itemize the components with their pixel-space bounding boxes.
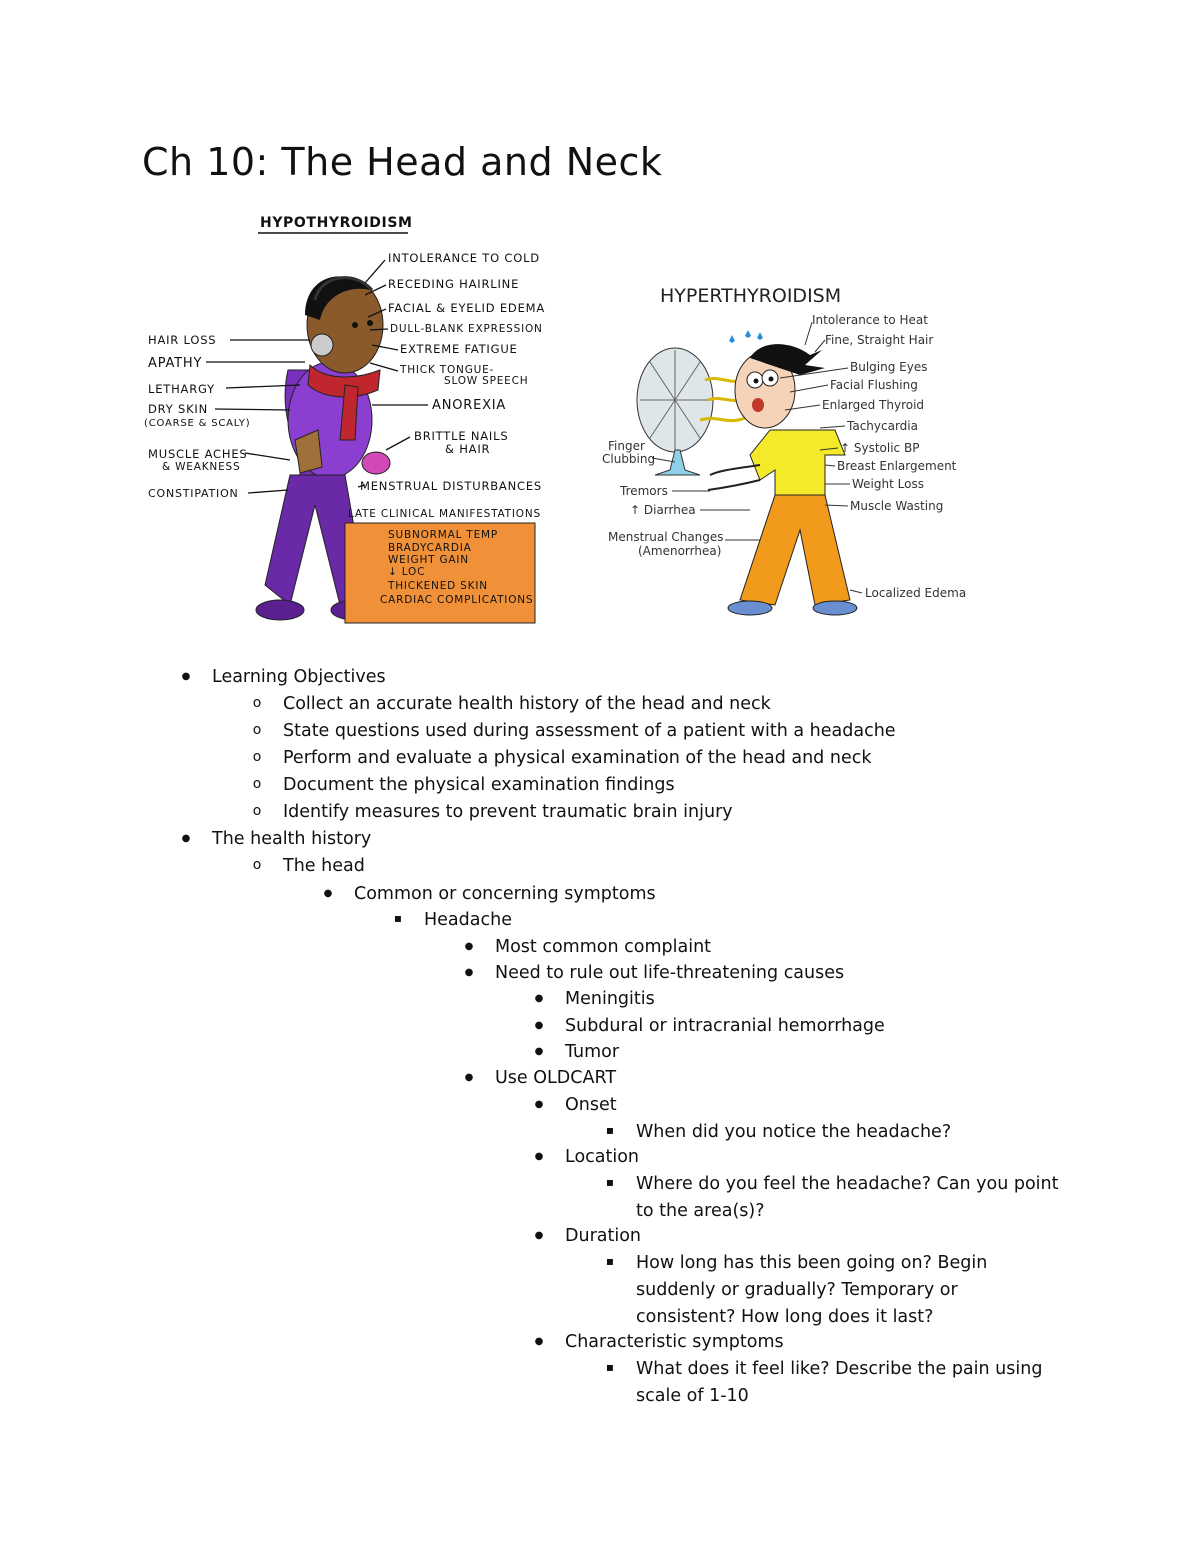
bullet-icon — [247, 745, 267, 772]
hypo-box-item: CARDIAC COMPLICATIONS — [380, 594, 534, 606]
list-item: ▪ What does it feel like? Describe the pain using — [636, 1356, 1042, 1382]
list-item: ● Location — [565, 1144, 639, 1170]
list-item: ● Onset — [565, 1092, 617, 1118]
hypo-left-label: DRY SKIN — [148, 402, 209, 416]
hypo-left-label: & WEAKNESS — [162, 461, 241, 473]
hyper-left-label: ↑ Diarrhea — [630, 503, 696, 517]
bullet-icon — [529, 1092, 549, 1121]
bullet-icon — [529, 1223, 549, 1252]
hypo-right-label: INTOLERANCE TO COLD — [388, 251, 540, 265]
hypo-right-label: DULL-BLANK EXPRESSION — [390, 323, 543, 335]
hyper-right-label: Bulging Eyes — [850, 360, 928, 374]
hyper-left-label: Finger — [608, 439, 645, 453]
hypo-box-item: WEIGHT GAIN — [388, 554, 469, 566]
list-item: ● Tumor — [565, 1039, 619, 1065]
bullet-icon — [318, 881, 338, 910]
list-item: o Document the physical examination findings — [283, 772, 675, 798]
list-item-continuation: to the area(s)? — [636, 1201, 765, 1221]
bullet-icon — [600, 1356, 620, 1383]
list-item: ▪ Where do you feel the headache? Can you point — [636, 1171, 1059, 1197]
hyper-right-label: ↑ Systolic BP — [840, 441, 920, 455]
bullet-icon — [176, 826, 196, 855]
list-item: ▪ How long has this been going on? Begin — [636, 1250, 987, 1276]
hypo-box-item: BRADYCARDIA — [388, 542, 472, 554]
hypo-left-label: LETHARGY — [148, 382, 215, 396]
hypo-right-label: BRITTLE NAILS — [414, 429, 509, 443]
bullet-icon — [529, 1329, 549, 1358]
hyper-right-label: Fine, Straight Hair — [825, 333, 934, 347]
hypo-box-item: ↓ LOC — [388, 566, 426, 578]
hyper-left-label: Menstrual Changes — [608, 530, 724, 544]
list-item-continuation: consistent? How long does it last? — [636, 1307, 934, 1327]
hypo-heading: HYPOTHYROIDISM — [260, 215, 413, 231]
hyper-right-label: Localized Edema — [865, 586, 967, 600]
hyperthyroidism-illustration — [600, 280, 1030, 630]
hyper-right-label: Tachycardia — [847, 419, 918, 433]
list-item: ▪ When did you notice the headache? — [636, 1119, 951, 1145]
hyper-right-label: Enlarged Thyroid — [822, 398, 925, 412]
hyper-right-label: Weight Loss — [852, 477, 924, 491]
list-item: ● Common or concerning symptoms — [354, 881, 656, 907]
list-item: o State questions used during assessment of a patient with a headache — [283, 718, 896, 744]
list-item: ● Most common complaint — [495, 934, 711, 960]
hypo-right-label: RECEDING HAIRLINE — [388, 277, 520, 291]
bullet-icon — [529, 1144, 549, 1173]
hypo-left-label: CONSTIPATION — [148, 487, 239, 500]
list-item: ● Use OLDCART — [495, 1065, 616, 1091]
hypo-right-label: SLOW SPEECH — [444, 375, 529, 387]
list-item: ● Subdural or intracranial hemorrhage — [565, 1013, 885, 1039]
list-item: ● Need to rule out life-threatening causes — [495, 960, 844, 986]
bullet-icon — [600, 1119, 620, 1146]
list-item: ● Duration — [565, 1223, 641, 1249]
list-item: o Collect an accurate health history of the head and neck — [283, 691, 771, 717]
hyper-right-label: Facial Flushing — [830, 378, 918, 392]
bullet-icon — [388, 907, 408, 934]
hyperthyroidism-figure — [600, 280, 1030, 630]
hypothyroidism-figure — [140, 205, 560, 635]
hyper-right-label: Intolerance to Heat — [812, 313, 928, 327]
hyper-right-label: Breast Enlargement — [837, 459, 957, 473]
bullet-icon — [247, 718, 267, 745]
bullet-icon — [459, 934, 479, 963]
bullet-icon — [176, 664, 196, 693]
hypo-left-label: APATHY — [148, 356, 203, 371]
hypo-right-label: ANOREXIA — [432, 398, 507, 413]
bullet-icon — [600, 1171, 620, 1198]
hyper-left-label: Tremors — [620, 484, 668, 498]
hypo-left-label: (COARSE & SCALY) — [144, 418, 251, 429]
hyper-heading: HYPERTHYROIDISM — [660, 285, 842, 307]
list-item: o The head — [283, 853, 365, 879]
hypo-right-label: THICK TONGUE- — [400, 364, 495, 376]
page-title: Ch 10: The Head and Neck — [142, 140, 663, 184]
bullet-icon — [247, 772, 267, 799]
hypo-right-label: LATE CLINICAL MANIFESTATIONS — [348, 508, 541, 520]
bullet-icon — [247, 853, 267, 880]
list-item: ● Learning Objectives — [212, 664, 386, 690]
bullet-icon — [529, 1013, 549, 1042]
hypo-left-label: HAIR LOSS — [148, 333, 217, 347]
list-item: ● Characteristic symptoms — [565, 1329, 784, 1355]
bullet-icon — [247, 799, 267, 826]
list-item-continuation: scale of 1-10 — [636, 1386, 749, 1406]
list-item: o Identify measures to prevent traumatic brain injury — [283, 799, 733, 825]
bullet-icon — [459, 960, 479, 989]
hypo-box-item: THICKENED SKIN — [388, 580, 488, 592]
hypo-right-label: FACIAL & EYELID EDEMA — [388, 301, 546, 315]
hypo-right-label: & HAIR — [445, 442, 491, 456]
hyper-left-label: (Amenorrhea) — [638, 544, 722, 558]
hyper-left-label: Clubbing — [602, 452, 656, 466]
hyper-right-label: Muscle Wasting — [850, 499, 944, 513]
hypothyroidism-illustration — [140, 205, 560, 635]
list-item: o Perform and evaluate a physical examination of the head and neck — [283, 745, 871, 771]
bullet-icon — [600, 1250, 620, 1277]
hypo-box-item: SUBNORMAL TEMP — [388, 529, 499, 541]
hypo-right-label: EXTREME FATIGUE — [400, 342, 518, 356]
list-item-continuation: suddenly or gradually? Temporary or — [636, 1280, 958, 1300]
hypo-left-label: MUSCLE ACHES — [148, 447, 248, 461]
bullet-icon — [247, 691, 267, 718]
bullet-icon — [529, 986, 549, 1015]
hypo-right-label: MENSTRUAL DISTURBANCES — [360, 479, 542, 493]
bullet-icon — [459, 1065, 479, 1094]
list-item: ● The health history — [212, 826, 371, 852]
list-item: ▪ Headache — [424, 907, 512, 933]
bullet-icon — [529, 1039, 549, 1068]
list-item: ● Meningitis — [565, 986, 655, 1012]
